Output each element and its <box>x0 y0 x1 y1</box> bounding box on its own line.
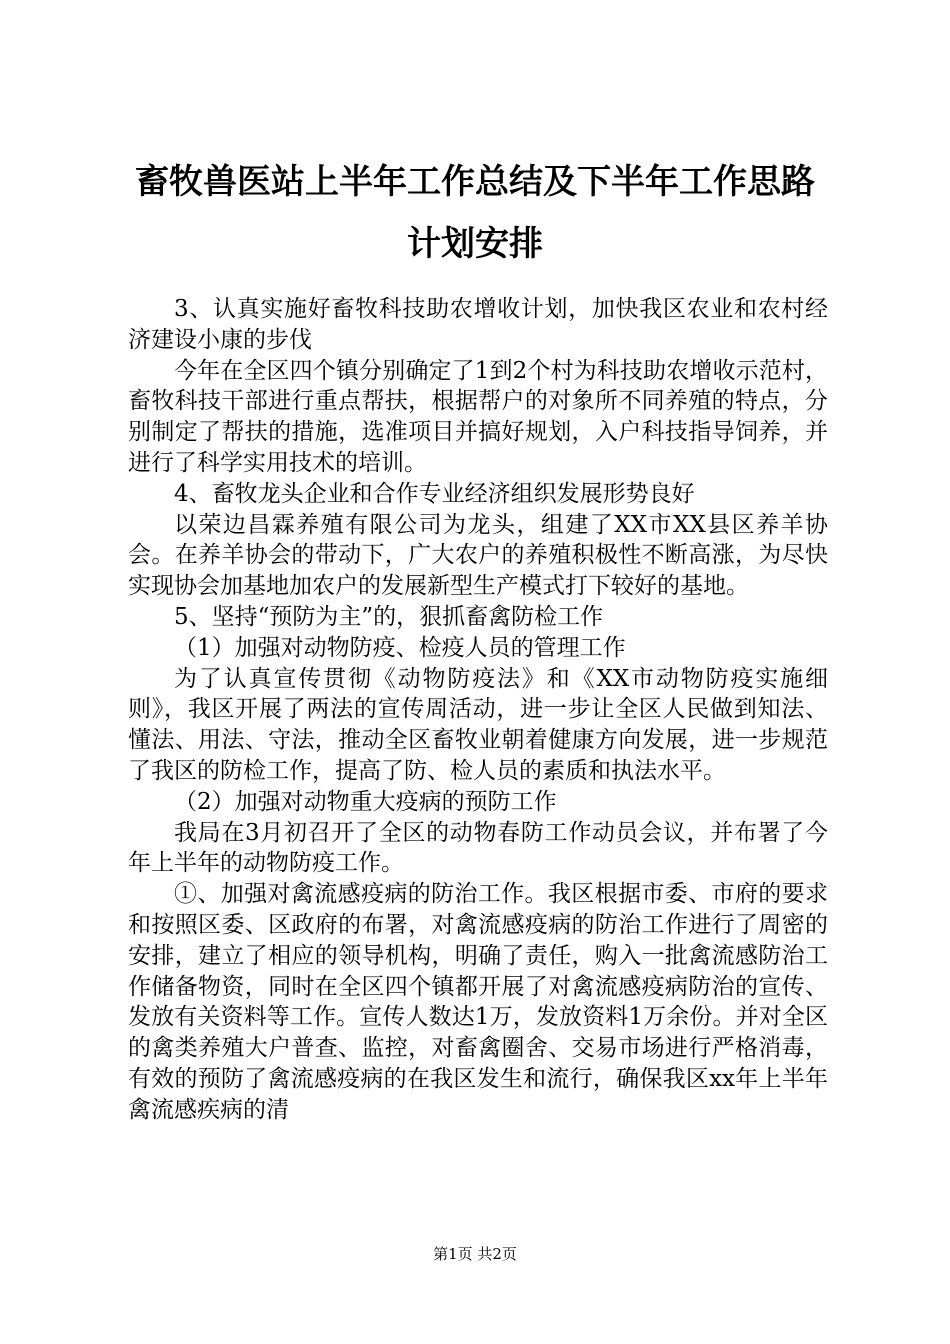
paragraph-section-5-heading: 5、坚持“预防为主”的，狠抓畜禽防检工作 <box>174 603 604 630</box>
paragraph-sheep-association: 以荣边昌霖养殖有限公司为龙头，组建了XX市XX县区养羊协会。在养羊协会的带动下，广大农户的养殖积极性不断高涨，为尽快实现协会加基地加农户的发展新型生产模式打下较好的基地。 <box>128 511 828 600</box>
document-title-line2: 计划安排 <box>407 224 543 264</box>
page-number-footer: 第1页 共2页 <box>433 1245 517 1263</box>
paragraph-law-publicity: 为了认真宣传贯彻《动物防疫法》和《XX市动物防疫实施细则》，我区开展了两法的宣传周活动，进一步让全区人民做到知法、懂法、用法、守法，推动全区畜牧业朝着健康方向发展，进一步规范了我区的防检工作，提高了防、检人员的素质和执法水平。 <box>128 665 828 784</box>
paragraph-subsection-1-heading: （1）加强对动物防疫、检疫人员的管理工作 <box>174 634 626 661</box>
paragraph-subsection-2-heading: （2）加强对动物重大疫病的预防工作 <box>174 788 557 815</box>
document-body <box>128 294 828 1126</box>
paragraph-section-3-heading: 3、认真实施好畜牧科技助农增收计划，加快我区农业和农村经济建设小康的步伐 <box>128 296 828 353</box>
paragraph-spring-prevention-meeting: 我局在3月初召开了全区的动物春防工作动员会议，并布署了今年上半年的动物防疫工作。 <box>128 819 828 877</box>
paragraph-section-4-heading: 4、畜牧龙头企业和合作专业经济组织发展形势良好 <box>174 480 695 507</box>
document-title-line1: 畜牧兽医站上半年工作总结及下半年工作思路 <box>135 162 815 202</box>
paragraph-demonstration-villages: 今年在全区四个镇分别确定了1到2个村为科技助农增收示范村，畜牧科技干部进行重点帮扶，根据帮户的对象所不同养殖的特点，分别制定了帮扶的措施，选准项目并搞好规划，入户科技指导饲养，并进行了科学实用技术的培训。 <box>128 357 828 476</box>
paragraph-avian-flu-prevention: ①、加强对禽流感疫病的防治工作。我区根据市委、市府的要求和按照区委、区政府的布署，对禽流感疫病的防治工作进行了周密的安排，建立了相应的领导机构，明确了责任，购入一批禽流感防治工作储备物资，同时在全区四个镇都开展了对禽流感疫病防治的宣传、发放有关资料等工作。宣传人数达1万，发放资料1万余份。并对全区的禽类养殖大户普查、监控，对畜禽圈舍、交易市场进行严格消毒，有效的预防了禽流感疫病的在我区发生和流行，确保我区xx年上半年禽流感疾病的清 <box>128 881 828 1123</box>
